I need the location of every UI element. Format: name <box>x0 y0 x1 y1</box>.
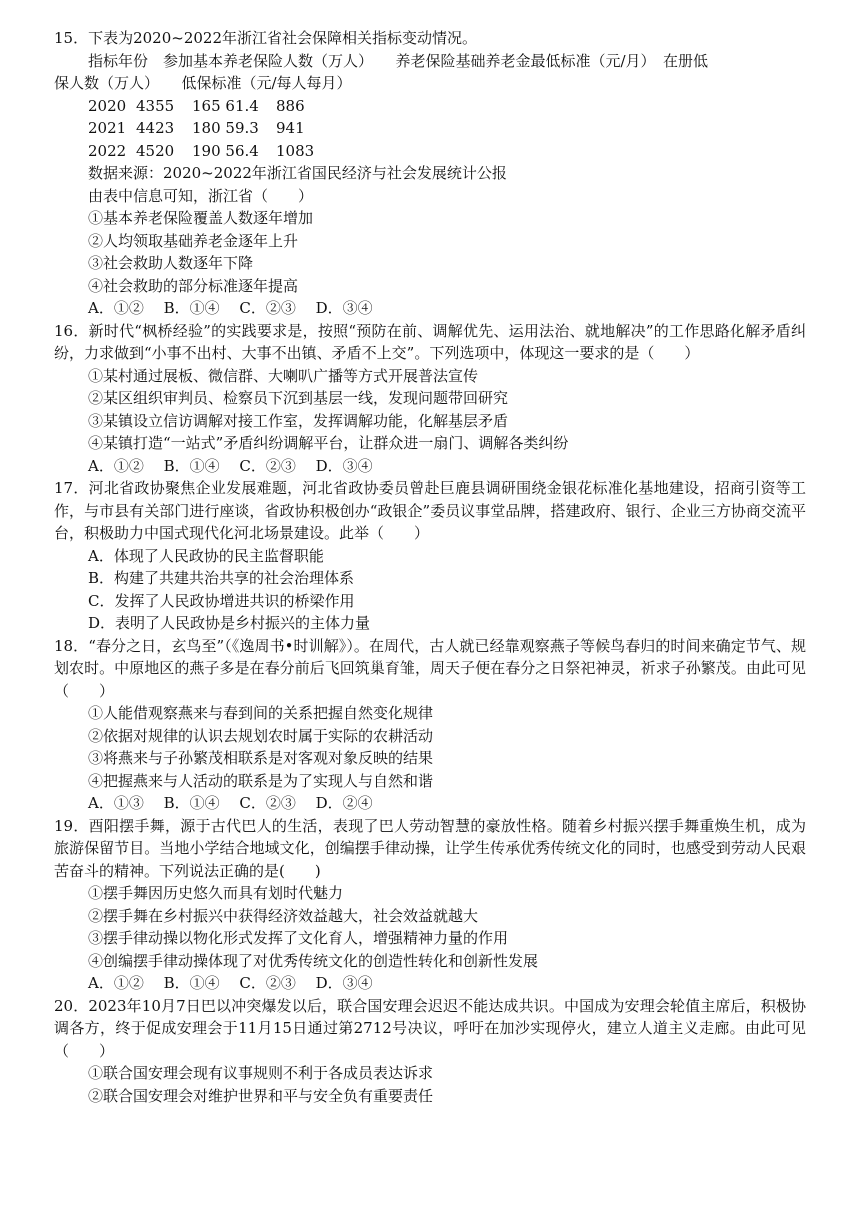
option-4: ④把握燕来与人活动的联系是为了实现人与自然和谐 <box>88 771 434 790</box>
question-15 <box>54 27 806 320</box>
option-2: ②联合国安理会对维护世界和平与安全负有重要责任 <box>88 1086 434 1105</box>
option-2: ②某区组织审判员、检察员下沉到基层一线，发现问题带回研究 <box>88 389 509 407</box>
option-3: ③将燕来与子孙繁茂相联系是对客观对象反映的结果 <box>88 749 434 767</box>
option-1: ①某村通过展板、微信群、大喇叭广播等方式开展普法宣传 <box>88 366 479 385</box>
table-header-cont: 保人数（万人） 低保标准（元/每人每月） <box>54 74 352 92</box>
question-16 <box>54 320 806 478</box>
question-prompt: 由表中信息可知，浙江省（ ） <box>88 186 314 205</box>
option-a: A．体现了人民政协的民主监督职能 <box>88 546 324 565</box>
question-stem: 15．下表为2020~2022年浙江省社会保障相关指标变动情况。 <box>54 29 478 47</box>
option-2: ②摆手舞在乡村振兴中获得经济效益越大，社会效益就越大 <box>88 906 479 925</box>
option-1: ①摆手舞因历史悠久而具有划时代魅力 <box>88 884 344 902</box>
question-19 <box>54 815 806 995</box>
answer-choices: A．①② B．①④ C．②③ D．③④ <box>88 456 373 475</box>
option-d: D．表明了人民政协是乡村振兴的主体力量 <box>88 614 371 632</box>
option-1: ①人能借观察燕来与春到间的关系把握自然变化规律 <box>88 704 434 722</box>
option-4: ④社会救助的部分标准逐年提高 <box>88 276 299 295</box>
option-3: ③社会救助人数逐年下降 <box>88 254 254 272</box>
question-stem: 20．2023年10月7日巴以冲突爆发以后，联合国安理会迟迟不能达成共识。中国成为安理会轮值主席后，积极协调各方，终于促成安理会于11月15日通过第2712号决议，呼吁在加沙实现停火，建立人道主义走廊。由此可见（ ） <box>54 996 806 1060</box>
option-1: ①基本养老保险覆盖人数逐年增加 <box>88 209 314 227</box>
table-header: 指标年份 参加基本养老保险人数（万人） 养老保险基础养老金最低标准（元/月） 在册低 <box>88 51 709 70</box>
answer-choices: A．①③ B．①④ C．②③ D．②④ <box>88 794 373 812</box>
option-2: ②人均领取基础养老金逐年上升 <box>88 231 299 250</box>
question-stem: 16．新时代“枫桥经验”的实践要求是，按照“预防在前、调解优先、运用法治、就地解决”的工作思路化解矛盾纠纷，力求做到“小事不出村、大事不出镇、矛盾不上交”。下列选项中，体现这一要求的是（ ） <box>54 321 806 362</box>
question-20 <box>54 995 806 1108</box>
table-row: 2022 4520 190 56.4 1083 <box>88 141 315 160</box>
answer-choices: A．①② B．①④ C．②③ D．③④ <box>88 974 373 992</box>
question-stem: 19．酉阳摆手舞，源于古代巴人的生活，表现了巴人劳动智慧的豪放性格。随着乡村振兴摆手舞重焕生机，成为旅游保留节目。当地小学结合地域文化，创编摆手律动操，让学生传承优秀传统文化的同时，也感受到劳动人民艰苦奋斗的精神。下列说法正确的是( ) <box>54 816 806 880</box>
answer-choices: A．①② B．①④ C．②③ D．③④ <box>88 299 373 317</box>
table-row: 2021 4423 180 59.3 941 <box>88 119 305 137</box>
data-source: 数据来源：2020~2022年浙江省国民经济与社会发展统计公报 <box>88 164 507 182</box>
option-3: ③某镇设立信访调解对接工作室，发挥调解功能，化解基层矛盾 <box>88 411 509 430</box>
option-3: ③摆手律动操以物化形式发挥了文化育人，增强精神力量的作用 <box>88 929 509 947</box>
option-b: B．构建了共建共治共享的社会治理体系 <box>88 569 355 587</box>
option-c: C．发挥了人民政协增进共识的桥梁作用 <box>88 591 355 610</box>
question-17 <box>54 477 806 635</box>
option-4: ④某镇打造“一站式”矛盾纠纷调解平台，让群众进一扇门、调解各类纠纷 <box>88 434 569 452</box>
option-4: ④创编摆手律动操体现了对优秀传统文化的创造性转化和创新性发展 <box>88 951 539 970</box>
question-stem: 17．河北省政协聚焦企业发展难题，河北省政协委员曾赴巨鹿县调研围绕金银花标准化基地建设，招商引资等工作，与市县有关部门进行座谈，省政协积极创办“政银企”委员议事堂品牌，搭建政府、银行、企业三方协商交流平台，积极助力中国式现代化河北场景建设。此举（ ） <box>54 479 806 542</box>
question-18 <box>54 635 806 815</box>
option-1: ①联合国安理会现有议事规则不利于各成员表达诉求 <box>88 1064 434 1082</box>
question-stem: 18．“春分之日，玄鸟至”（《逸周书•时训解》）。在周代，古人就已经靠观察燕子等候鸟春归的时间来确定节气、规划农时。中原地区的燕子多是在春分前后飞回筑巢育雏，周天子便在春分之日祭祀神灵，祈求子孙繁茂。由此可见（ ） <box>54 636 806 700</box>
table-row: 2020 4355 165 61.4 886 <box>88 96 305 115</box>
option-2: ②依据对规律的认识去规划农时属于实际的农耕活动 <box>88 726 434 745</box>
